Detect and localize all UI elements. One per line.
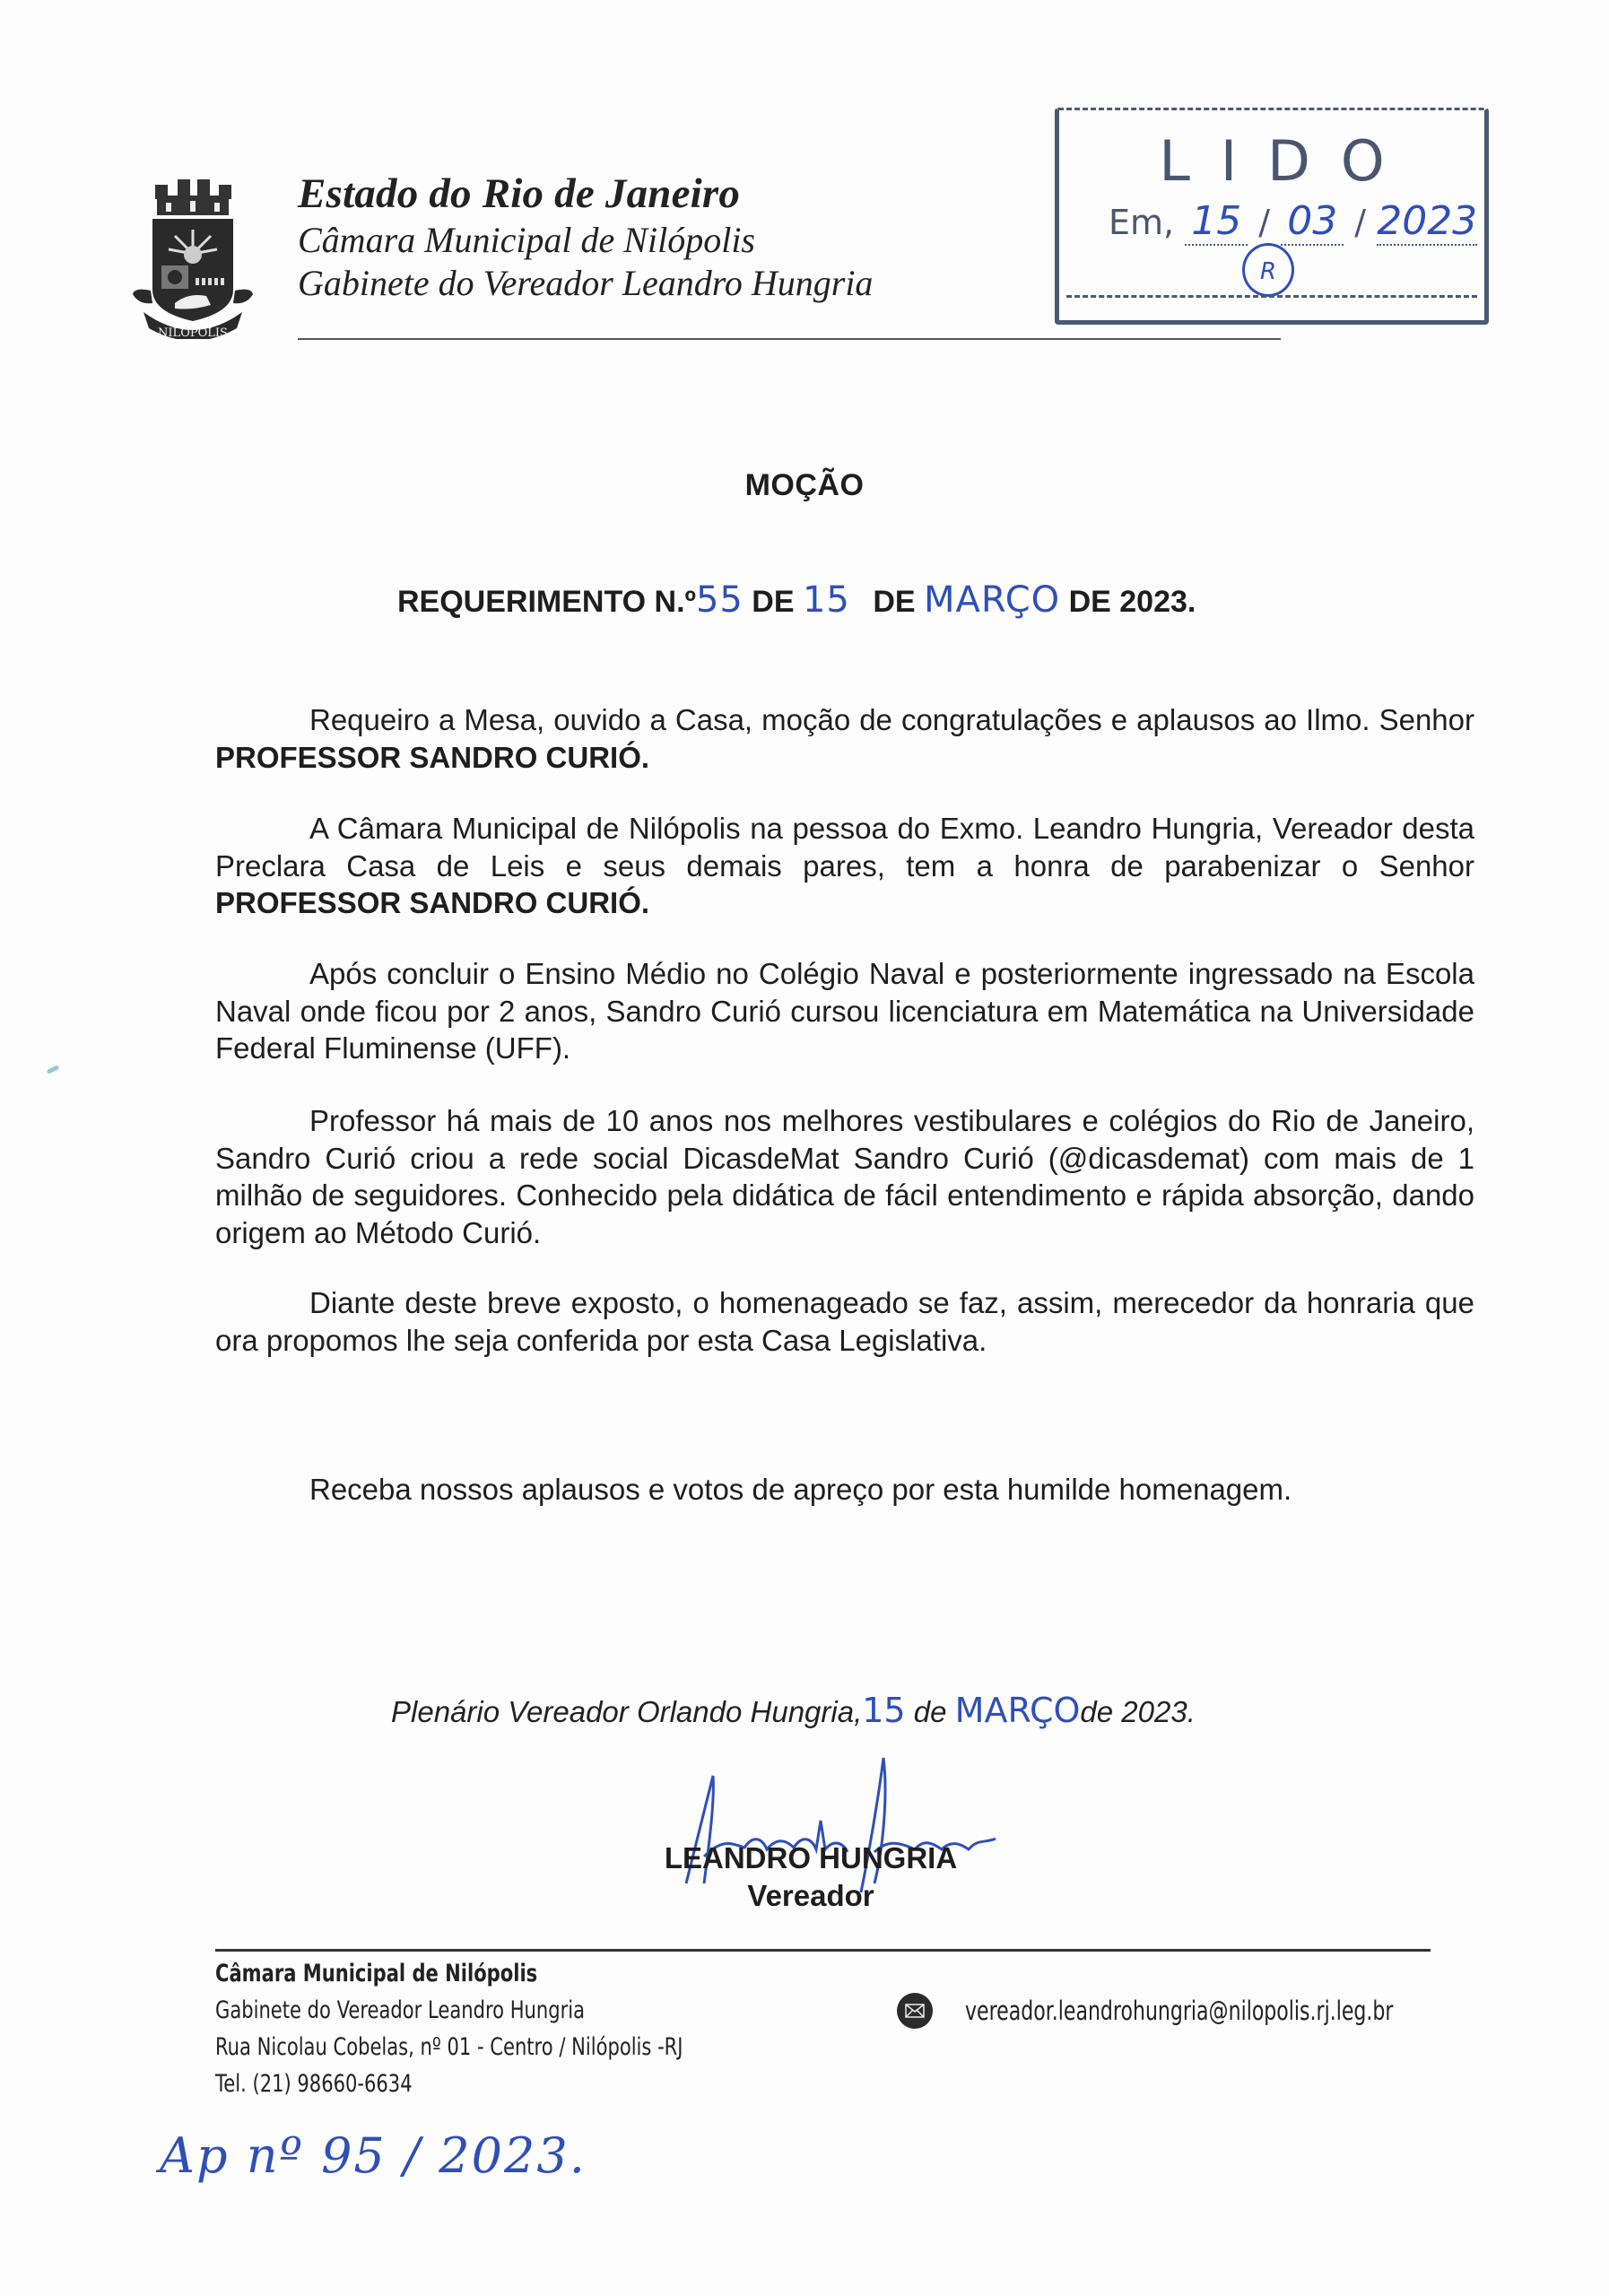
request-de-2: DE xyxy=(873,585,916,619)
closing-year: de 2023. xyxy=(1080,1695,1196,1728)
signer-role: Vereador xyxy=(747,1879,874,1912)
letterhead-state: Estado do Rio de Janeiro xyxy=(298,170,741,217)
footer-contact xyxy=(215,1955,683,2102)
stamp-initial-signature: R xyxy=(1242,243,1294,297)
stamp-month: 03 xyxy=(1287,198,1338,244)
envelope-icon xyxy=(897,1993,933,2029)
lido-stamp xyxy=(1055,108,1489,325)
document-title: MOÇÃO xyxy=(744,468,865,502)
letterhead-office: Gabinete do Vereador Leandro Hungria xyxy=(298,263,874,303)
footer-divider xyxy=(215,1949,1431,1952)
footer-email xyxy=(897,1993,1528,2029)
footer-org: Câmara Municipal de Nilópolis xyxy=(215,1960,538,1987)
place: Plenário Vereador Orlando Hungria, xyxy=(391,1695,863,1728)
request-day: 15 xyxy=(802,579,850,621)
request-prefix: REQUERIMENTO N.º xyxy=(397,585,696,619)
honoree-name: PROFESSOR SANDRO CURIÓ. xyxy=(215,740,650,774)
footer-address: Rua Nicolau Cobelas, nº 01 - Centro / Nilópolis -RJ xyxy=(215,2033,683,2061)
paragraph-text: Professor há mais de 10 anos nos melhores vestibulares e colégios do Rio de Janeiro, Sandro Curió criou a rede social DicasdeMat Sandro Curió (@dicasdemat) com mais de 1 milhão de seguidores. Conhecido pela didática de fácil entendimento e rápida absorção, dando origem ao Método Curió. xyxy=(215,1104,1474,1249)
paragraph-text: Receba nossos aplausos e votos de apreço por esta humilde homenagem. xyxy=(309,1473,1292,1506)
stamp-day: 15 xyxy=(1191,198,1242,244)
paragraph-education xyxy=(215,955,1474,1067)
closing-month: MARÇO xyxy=(954,1691,1081,1730)
email-address[interactable]: vereador.leandrohungria@nilopolis.rj.leg.br xyxy=(965,1996,1394,2026)
paragraph-request xyxy=(215,701,1474,776)
stamp-separator: / xyxy=(1258,203,1271,242)
coat-of-arms-icon xyxy=(126,178,260,339)
request-de-1: DE xyxy=(752,585,795,619)
paragraph-text: Requeiro a Mesa, ouvido a Casa, moção de congratulações e aplausos ao Ilmo. Senhor xyxy=(309,703,1474,736)
stamp-year: 2023 xyxy=(1377,198,1478,244)
paragraph-congratulation xyxy=(215,810,1474,922)
paragraph-text: A Câmara Municipal de Nilópolis na pessoa do Exmo. Leandro Hungria, Vereador desta Preclara Casa de Leis e seus demais pares, tem a honra de parabenizar o Senhor xyxy=(215,812,1474,883)
request-number: 55 xyxy=(695,579,744,621)
stamp-date xyxy=(1109,198,1477,246)
request-year: DE 2023. xyxy=(1068,585,1196,619)
crest-label: NILOPOLIS xyxy=(158,326,228,339)
place-and-date xyxy=(391,1691,1196,1730)
stamp-divider xyxy=(1066,295,1477,298)
footer-phone: Tel. (21) 98660-6634 xyxy=(215,2070,413,2098)
request-heading xyxy=(397,579,1196,621)
ink-mark xyxy=(47,1065,60,1074)
request-month: MARÇO xyxy=(924,579,1061,621)
closing-de: de xyxy=(913,1695,947,1728)
closing-day: 15 xyxy=(862,1691,906,1730)
paragraph-closing xyxy=(215,1471,1474,1509)
honoree-name: PROFESSOR SANDRO CURIÓ. xyxy=(215,886,650,919)
protocol-annotation: Ap nº 95 / 2023. xyxy=(160,2127,587,2184)
footer-office: Gabinete do Vereador Leandro Hungria xyxy=(215,1996,586,2024)
paragraph-text: Diante deste breve exposto, o homenageado se faz, assim, merecedor da honraria que ora propomos lhe seja conferida por esta Casa Legislativa. xyxy=(215,1286,1474,1357)
signer-name: LEANDRO HUNGRIA xyxy=(664,1841,958,1874)
paragraph-career xyxy=(215,1102,1474,1251)
paragraph-merit xyxy=(215,1284,1474,1359)
letterhead xyxy=(298,169,873,305)
paragraph-text: Após concluir o Ensino Médio no Colégio Naval e posteriormente ingressado na Escola Naval onde ficou por 2 anos, Sandro Curió cursou licenciatura em Matemática na Universidade Federal Fluminense (UFF). xyxy=(215,957,1474,1065)
stamp-separator: / xyxy=(1354,203,1367,242)
stamp-title: LIDO xyxy=(1159,128,1415,194)
letterhead-divider xyxy=(298,338,1281,340)
stamp-date-prefix: Em, xyxy=(1109,203,1175,242)
letterhead-chamber: Câmara Municipal de Nilópolis xyxy=(298,220,755,260)
